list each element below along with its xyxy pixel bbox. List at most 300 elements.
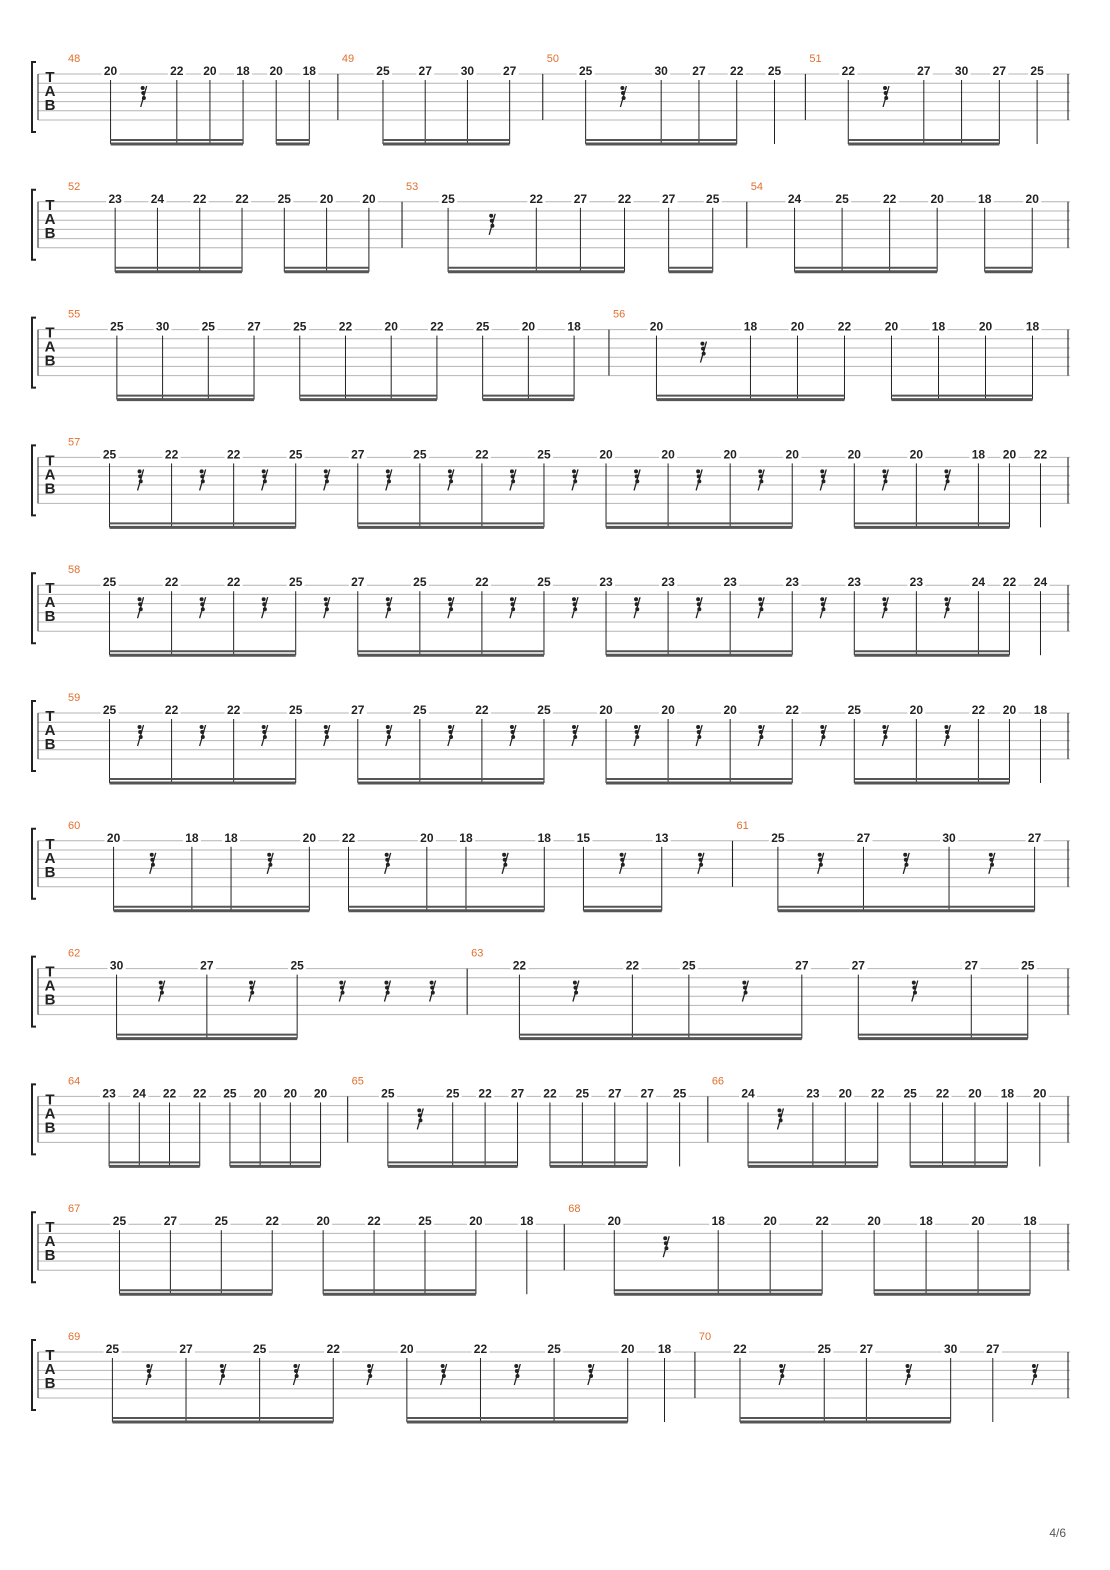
fret-number: 20 — [1002, 703, 1017, 717]
tab-clef-letter: B — [44, 480, 56, 498]
fret-number: 22 — [226, 703, 241, 717]
fret-number: 24 — [150, 191, 165, 206]
rest-symbol — [663, 1236, 669, 1257]
measure-number: 66 — [711, 1075, 725, 1088]
measure-number: 54 — [750, 180, 764, 193]
fret-number: 25 — [446, 1086, 460, 1101]
measure-number: 59 — [68, 692, 81, 704]
measure-number: 68 — [568, 1203, 581, 1216]
fret-number: 22 — [475, 447, 489, 462]
fret-number: 25 — [201, 319, 215, 334]
fret-number: 25 — [105, 1342, 120, 1356]
tab-clef-letter: T — [45, 835, 55, 853]
fret-number: 22 — [475, 703, 489, 717]
fret-number: 22 — [478, 1086, 492, 1101]
fret-number: 25 — [289, 447, 303, 462]
system-bracket — [32, 62, 36, 132]
rest-symbol — [912, 981, 918, 1002]
rest-symbol — [262, 469, 268, 490]
fret-number: 22 — [475, 575, 489, 590]
fret-number: 25 — [672, 1086, 687, 1101]
rest-symbol — [696, 469, 702, 490]
fret-number: 22 — [971, 703, 986, 717]
fret-number: 18 — [302, 64, 316, 78]
fret-number: 20 — [867, 1214, 881, 1229]
rest-symbol — [386, 725, 392, 746]
fret-number: 20 — [1002, 447, 1017, 462]
fret-number: 20 — [599, 447, 613, 462]
fret-number: 24 — [132, 1086, 146, 1101]
fret-number: 22 — [473, 1342, 488, 1356]
fret-number: 25 — [682, 958, 696, 973]
fret-number: 27 — [351, 703, 365, 717]
fret-number: 20 — [362, 191, 376, 206]
fret-number: 18 — [743, 319, 758, 334]
measure-number: 67 — [68, 1203, 81, 1216]
fret-number: 20 — [621, 1342, 635, 1356]
fret-number: 27 — [917, 64, 931, 78]
fret-number: 30 — [954, 64, 969, 78]
rest-symbol — [220, 1364, 226, 1385]
fret-number: 27 — [608, 1086, 622, 1101]
measure-number: 55 — [68, 308, 81, 321]
tab-clef-letter: B — [44, 352, 56, 370]
fret-number: 18 — [537, 830, 551, 845]
fret-number: 27 — [859, 1342, 874, 1356]
rest-symbol — [989, 853, 995, 874]
fret-number: 25 — [381, 1086, 395, 1101]
fret-number: 20 — [884, 319, 899, 334]
fret-number: 22 — [341, 830, 356, 845]
fret-number: 22 — [226, 575, 241, 590]
fret-number: 22 — [871, 1086, 885, 1101]
fret-number: 20 — [283, 1086, 298, 1101]
fret-number: 20 — [106, 830, 121, 845]
rest-symbol — [384, 981, 390, 1002]
measure-number: 52 — [68, 180, 81, 193]
rest-symbol — [1032, 1364, 1038, 1385]
fret-number: 18 — [931, 319, 946, 334]
fret-number: 27 — [992, 64, 1007, 78]
fret-number: 27 — [351, 447, 365, 462]
rest-symbol — [758, 725, 764, 746]
fret-number: 25 — [252, 1342, 267, 1356]
fret-number: 20 — [723, 703, 737, 717]
fret-number: 27 — [795, 958, 809, 973]
fret-number: 25 — [290, 958, 304, 973]
rest-symbol — [882, 597, 888, 618]
fret-number: 20 — [847, 447, 861, 462]
system-bracket — [32, 318, 36, 388]
measure-number: 53 — [406, 180, 419, 193]
fret-number: 27 — [856, 830, 871, 845]
fret-number: 22 — [512, 958, 527, 973]
tab-clef-letter: A — [44, 210, 56, 228]
fret-number: 20 — [316, 1214, 330, 1229]
fret-number: 20 — [469, 1214, 483, 1229]
fret-number: 20 — [661, 703, 675, 717]
rest-symbol — [944, 469, 950, 490]
rest-symbol — [620, 86, 626, 107]
tab-clef-letter: T — [45, 580, 55, 598]
rest-symbol — [385, 853, 391, 874]
rest-symbol — [573, 981, 579, 1002]
fret-number: 18 — [978, 191, 992, 206]
rest-symbol — [441, 1364, 447, 1385]
fret-number: 22 — [529, 191, 543, 206]
fret-number: 18 — [971, 447, 986, 462]
fret-number: 25 — [102, 575, 117, 590]
fret-number: 22 — [543, 1086, 557, 1101]
rest-symbol — [448, 725, 454, 746]
tab-clef-letter: B — [44, 736, 56, 753]
rest-symbol — [510, 725, 516, 746]
fret-number: 27 — [418, 64, 432, 78]
fret-number: 25 — [475, 319, 490, 334]
tab-clef-letter: B — [44, 863, 56, 881]
fret-number: 22 — [882, 191, 897, 206]
rest-symbol — [502, 853, 508, 874]
fret-number: 20 — [400, 1342, 414, 1356]
rest-symbol — [696, 725, 702, 746]
tab-clef-letter: A — [44, 83, 56, 100]
fret-number: 27 — [640, 1086, 654, 1101]
fret-number: 24 — [1033, 575, 1048, 590]
fret-number: 18 — [919, 1214, 933, 1229]
rest-symbol — [696, 597, 702, 618]
tab-clef-letter: T — [45, 1347, 55, 1364]
fret-number: 25 — [110, 319, 124, 334]
fret-number: 22 — [170, 64, 184, 78]
fret-number: 22 — [1033, 447, 1048, 462]
measure-number: 48 — [68, 53, 81, 65]
fret-number: 27 — [851, 958, 865, 973]
fret-number: 25 — [441, 191, 455, 206]
rest-symbol — [417, 1108, 423, 1129]
fret-number: 30 — [460, 64, 475, 78]
tab-clef-letter: A — [44, 1233, 56, 1251]
tab-clef-letter: A — [44, 466, 56, 484]
measure-number: 58 — [68, 564, 81, 577]
tab-clef-letter: A — [44, 849, 56, 867]
fret-number: 20 — [785, 447, 799, 462]
measure-number: 63 — [471, 947, 484, 960]
fret-number: 25 — [817, 1342, 831, 1356]
rest-symbol — [448, 469, 454, 490]
fret-number: 20 — [253, 1086, 267, 1101]
fret-number: 23 — [909, 575, 924, 590]
rest-symbol — [138, 469, 144, 490]
fret-number: 22 — [785, 703, 799, 717]
rest-symbol — [944, 597, 950, 618]
fret-number: 25 — [771, 830, 785, 845]
fret-number: 25 — [903, 1086, 917, 1101]
fret-number: 22 — [733, 1342, 747, 1356]
rest-symbol — [200, 597, 206, 618]
fret-number: 30 — [155, 319, 170, 334]
fret-number: 23 — [847, 575, 861, 590]
fret-number: 25 — [102, 703, 117, 717]
rest-symbol — [386, 469, 392, 490]
tab-clef-letter: B — [44, 1119, 56, 1137]
rest-symbol — [141, 86, 147, 107]
rest-symbol — [634, 725, 640, 746]
fret-number: 20 — [384, 319, 398, 334]
tab-clef-letter: A — [44, 1105, 56, 1123]
tab-clef-letter: B — [44, 1375, 56, 1392]
fret-number: 22 — [841, 64, 855, 78]
fret-number: 15 — [576, 830, 591, 845]
fret-number: 23 — [108, 191, 122, 206]
fret-number: 22 — [1002, 575, 1017, 590]
fret-number: 18 — [1033, 703, 1048, 717]
fret-number: 27 — [200, 958, 214, 973]
fret-number: 25 — [575, 1086, 590, 1101]
tab-clef-letter: T — [45, 324, 55, 342]
fret-number: 22 — [164, 447, 179, 462]
tab-clef-letter: T — [45, 708, 55, 725]
tab-clef-letter: B — [44, 991, 56, 1009]
measure-number: 64 — [68, 1075, 81, 1088]
fret-number: 22 — [235, 191, 249, 206]
fret-number: 20 — [599, 703, 613, 717]
fret-number: 20 — [971, 1214, 985, 1229]
fret-number: 22 — [617, 191, 632, 206]
tab-clef-letter: B — [44, 97, 56, 114]
fret-number: 30 — [942, 830, 956, 845]
fret-number: 22 — [164, 575, 179, 590]
rest-symbol — [698, 853, 704, 874]
fret-number: 13 — [655, 830, 669, 845]
fret-number: 27 — [1027, 830, 1042, 845]
rest-symbol — [779, 1364, 785, 1385]
tab-clef-letter: A — [44, 1361, 56, 1378]
page-number: 4/6 — [1049, 1526, 1066, 1540]
rest-symbol — [777, 1108, 783, 1129]
fret-number: 25 — [537, 575, 551, 590]
rest-symbol — [448, 597, 454, 618]
measure-number: 56 — [612, 308, 626, 321]
fret-number: 18 — [657, 1342, 672, 1356]
rest-symbol — [700, 342, 706, 363]
fret-number: 20 — [103, 64, 118, 78]
fret-number: 24 — [971, 575, 986, 590]
rest-symbol — [339, 981, 345, 1002]
tab-clef-letter: T — [45, 69, 55, 86]
fret-number: 18 — [1025, 319, 1040, 334]
fret-number: 22 — [625, 958, 640, 973]
measure-number: 70 — [698, 1331, 712, 1343]
fret-number: 20 — [649, 319, 664, 334]
system-bracket — [32, 573, 36, 643]
rest-symbol — [588, 1364, 594, 1385]
rest-symbol — [758, 597, 764, 618]
fret-number: 23 — [599, 575, 613, 590]
rest-symbol — [882, 469, 888, 490]
rest-symbol — [510, 469, 516, 490]
fret-number: 25 — [293, 319, 307, 334]
fret-number: 25 — [289, 575, 303, 590]
rest-symbol — [634, 597, 640, 618]
fret-number: 25 — [413, 447, 427, 462]
fret-number: 20 — [968, 1086, 982, 1101]
fret-number: 22 — [265, 1214, 279, 1229]
measure-number: 65 — [351, 1075, 364, 1088]
fret-number: 27 — [351, 575, 365, 590]
fret-number: 23 — [806, 1086, 820, 1101]
fret-number: 22 — [164, 703, 179, 717]
fret-number: 20 — [420, 830, 434, 845]
fret-number: 22 — [430, 319, 444, 334]
fret-number: 27 — [573, 191, 588, 206]
fret-number: 25 — [418, 1214, 432, 1229]
rest-symbol — [146, 1364, 152, 1385]
fret-number: 22 — [193, 191, 207, 206]
tab-clef-letter: B — [44, 1247, 56, 1265]
rest-symbol — [758, 469, 764, 490]
fret-number: 22 — [193, 1086, 207, 1101]
measure-number: 61 — [736, 819, 749, 832]
system-bracket — [32, 190, 36, 260]
rest-symbol — [510, 597, 516, 618]
fret-number: 27 — [247, 319, 261, 334]
fret-number: 23 — [723, 575, 737, 590]
rest-symbol — [634, 469, 640, 490]
fret-number: 22 — [730, 64, 744, 78]
rest-symbol — [386, 597, 392, 618]
fret-number: 25 — [223, 1086, 237, 1101]
rest-symbol — [159, 981, 165, 1002]
measure-number: 50 — [546, 53, 560, 65]
fret-number: 25 — [847, 703, 861, 717]
fret-number: 25 — [413, 575, 427, 590]
fret-number: 25 — [706, 191, 720, 206]
rest-symbol — [572, 597, 578, 618]
fret-number: 27 — [964, 958, 978, 973]
fret-number: 22 — [815, 1214, 829, 1229]
tab-clef-letter: T — [45, 1219, 55, 1237]
fret-number: 20 — [909, 447, 924, 462]
fret-number: 18 — [1000, 1086, 1015, 1101]
fret-number: 27 — [692, 64, 706, 78]
measure-number: 69 — [68, 1331, 81, 1343]
fret-number: 18 — [520, 1214, 534, 1229]
fret-number: 25 — [537, 447, 551, 462]
fret-number: 18 — [224, 830, 238, 845]
rest-symbol — [620, 853, 626, 874]
fret-number: 25 — [214, 1214, 228, 1229]
system-bracket — [32, 445, 36, 515]
rest-symbol — [324, 597, 330, 618]
rest-symbol — [138, 725, 144, 746]
fret-number: 24 — [787, 191, 802, 206]
fret-number: 20 — [909, 703, 924, 717]
rest-symbol — [430, 981, 436, 1002]
rest-symbol — [514, 1364, 520, 1385]
fret-number: 25 — [578, 64, 593, 78]
fret-number: 25 — [1030, 64, 1044, 78]
tab-clef-letter: B — [44, 608, 56, 626]
fret-number: 25 — [835, 191, 849, 206]
system-bracket — [32, 829, 36, 899]
rest-symbol — [820, 469, 826, 490]
fret-number: 30 — [654, 64, 668, 78]
fret-number: 20 — [978, 319, 993, 334]
measure-number: 57 — [68, 436, 81, 449]
system-bracket — [32, 701, 36, 771]
measure-number: 60 — [68, 819, 81, 832]
fret-number: 30 — [943, 1342, 958, 1356]
rest-symbol — [200, 725, 206, 746]
rest-symbol — [489, 214, 495, 235]
rest-symbol — [324, 469, 330, 490]
fret-number: 25 — [112, 1214, 127, 1229]
fret-number: 20 — [723, 447, 737, 462]
fret-number: 27 — [163, 1214, 178, 1229]
fret-number: 18 — [1023, 1214, 1037, 1229]
fret-number: 20 — [790, 319, 805, 334]
rest-symbol — [572, 725, 578, 746]
rest-symbol — [882, 725, 888, 746]
fret-number: 20 — [1025, 191, 1039, 206]
fret-number: 25 — [376, 64, 390, 78]
fret-number: 22 — [162, 1086, 177, 1101]
fret-number: 27 — [510, 1086, 525, 1101]
rest-symbol — [883, 86, 889, 107]
rest-symbol — [200, 469, 206, 490]
fret-number: 22 — [226, 447, 241, 462]
fret-number: 23 — [102, 1086, 116, 1101]
fret-number: 18 — [185, 830, 199, 845]
fret-number: 20 — [313, 1086, 328, 1101]
system-bracket — [32, 1084, 36, 1154]
tab-clef-letter: A — [44, 338, 56, 356]
rest-symbol — [267, 853, 273, 874]
tab-clef-letter: A — [44, 594, 56, 612]
fret-number: 20 — [607, 1214, 621, 1229]
rest-symbol — [249, 981, 255, 1002]
fret-number: 25 — [102, 447, 117, 462]
system-bracket — [32, 1212, 36, 1282]
fret-number: 20 — [521, 319, 536, 334]
tab-clef-letter: T — [45, 196, 55, 214]
tab-clef-letter: T — [45, 963, 55, 981]
rest-symbol — [742, 981, 748, 1002]
fret-number: 20 — [269, 64, 283, 78]
measure-number: 62 — [68, 947, 81, 960]
fret-number: 27 — [661, 191, 676, 206]
rest-symbol — [820, 597, 826, 618]
tab-clef-letter: A — [44, 977, 56, 995]
fret-number: 18 — [459, 830, 473, 845]
rest-symbol — [906, 1364, 912, 1385]
rest-symbol — [944, 725, 950, 746]
fret-number: 20 — [930, 191, 944, 206]
fret-number: 27 — [179, 1342, 193, 1356]
measure-number: 51 — [809, 53, 822, 65]
rest-symbol — [818, 853, 824, 874]
fret-number: 20 — [302, 830, 317, 845]
rest-symbol — [324, 725, 330, 746]
rest-symbol — [150, 853, 156, 874]
system-bracket — [32, 957, 36, 1027]
rest-symbol — [820, 725, 826, 746]
rest-symbol — [572, 469, 578, 490]
fret-number: 20 — [661, 447, 675, 462]
fret-number: 27 — [502, 64, 517, 78]
fret-number: 25 — [1021, 958, 1035, 973]
fret-number: 25 — [413, 703, 427, 717]
